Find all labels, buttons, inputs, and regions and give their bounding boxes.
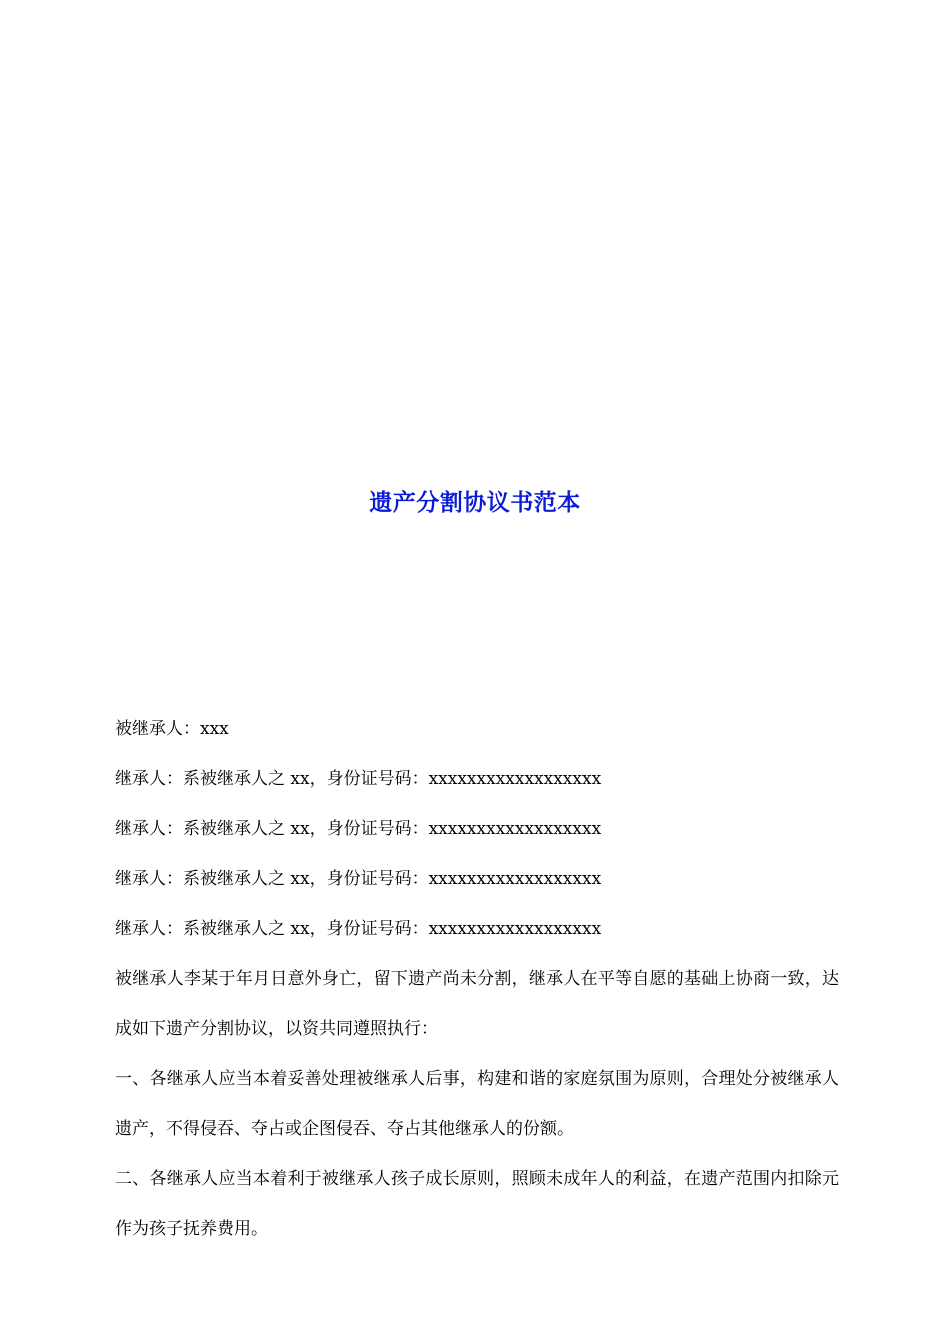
heir-line: 继承人：系被继承人之 xx，身份证号码：xxxxxxxxxxxxxxxxxx <box>115 919 602 939</box>
clause-1-paragraph: 一、各继承人应当本着妥善处理被继承人后事，构建和谐的家庭氛围为原则，合理处分被继承人遗产，不得侵吞、夺占或企图侵吞、夺占其他继承人的份额。 <box>115 1069 839 1139</box>
document-body <box>115 704 839 1254</box>
heir-line: 继承人：系被继承人之 xx，身份证号码：xxxxxxxxxxxxxxxxxx <box>115 869 602 889</box>
heir-line: 继承人：系被继承人之 xx，身份证号码：xxxxxxxxxxxxxxxxxx <box>115 819 602 839</box>
document-title: 遗产分割协议书范本 <box>369 489 581 516</box>
decedent-line: 被继承人：xxx <box>115 719 229 739</box>
heir-line: 继承人：系被继承人之 xx，身份证号码：xxxxxxxxxxxxxxxxxx <box>115 769 602 789</box>
clause-2-paragraph: 二、各继承人应当本着利于被继承人孩子成长原则，照顾未成年人的利益，在遗产范围内扣除元作为孩子抚养费用。 <box>115 1169 839 1239</box>
intro-paragraph: 被继承人李某于年月日意外身亡，留下遗产尚未分割，继承人在平等自愿的基础上协商一致，达成如下遗产分割协议，以资共同遵照执行： <box>115 969 839 1039</box>
